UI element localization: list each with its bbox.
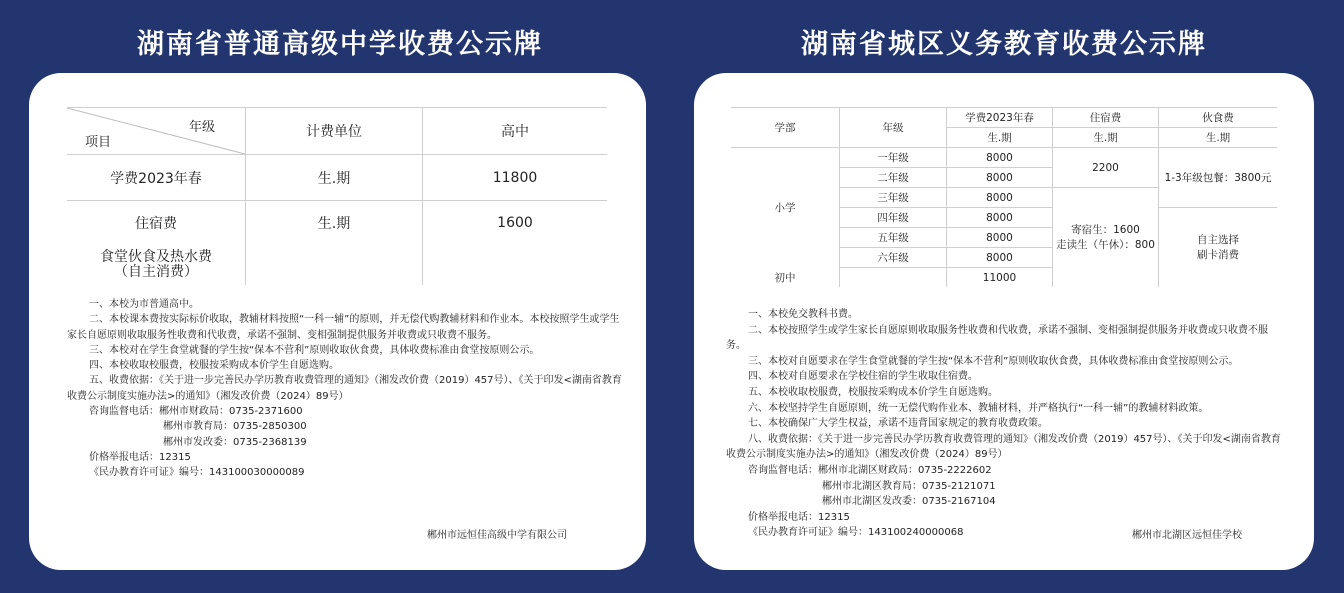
- col-header-grade: 高中: [423, 108, 608, 155]
- unit-lodging: 生.期: [1053, 128, 1159, 148]
- license-number: 《民办教育许可证》编号：143100240000068: [748, 527, 964, 539]
- row-value-meal: [423, 245, 608, 285]
- grade-fee: 8000: [947, 208, 1053, 228]
- dept-junior: 初中: [731, 268, 840, 288]
- note-item: 四、本校收取校服费，校服按采购成本价学生自愿选购。: [89, 360, 339, 372]
- lodging-boarder: 寄宿生：1600: [1071, 223, 1140, 236]
- diag-header-grade: 年级: [188, 120, 215, 135]
- col-header-lodging: 住宿费: [1053, 108, 1159, 128]
- grade-fee: 8000: [947, 148, 1053, 168]
- row-item-lodging: 住宿费: [135, 215, 177, 232]
- note-item: 四、本校对自愿要求在学校住宿的学生收取住宿费。: [748, 371, 978, 383]
- junior-fee: 11000: [947, 268, 1053, 288]
- unit-meal: 生.期: [1159, 128, 1278, 148]
- row-unit-lodging: 生.期: [246, 201, 423, 245]
- note-item: 八、收费依据：《关于进一步完善民办学历教育收费管理的通知》（湘发改价费（2019）457号）、《关于印发<湖南省教育收费公示制度实施办法>的通知》（湘发改价费（2024）89号）: [726, 433, 1281, 461]
- dept-primary: 小学: [731, 148, 840, 268]
- row-value-tuition: 11800: [423, 155, 608, 201]
- compulsory-notes: [726, 307, 1286, 541]
- note-item: 二、本校课本费按实际标价收取，教辅材料按照“一科一辅”的原则，并无偿代购教辅材料和作业本。本校按照学生或学生家长自愿原则收取服务性收费和代收费，承诺不强制、变相强制提供服务并收费或只收费不服务。: [67, 314, 620, 341]
- note-item: 五、本校收取校服费，校服按采购成本价学生自愿选购。: [748, 386, 998, 398]
- grade-label: 六年级: [840, 248, 947, 268]
- diag-header-item: 项目: [85, 135, 112, 150]
- row-item-meal-line1: 食堂伙食及热水费: [100, 248, 212, 265]
- contact-label: 咨询监督电话：: [748, 464, 818, 476]
- lodging-grades-1-2: 2200: [1053, 148, 1159, 188]
- grade-fee: 8000: [947, 188, 1053, 208]
- diagonal-header-cell: [67, 108, 246, 155]
- contact-education: 郴州市教育局：0735-2850300: [163, 421, 307, 433]
- grade-junior-blank: [840, 268, 947, 288]
- contact-line: [726, 463, 1286, 479]
- row-item-meal-line2: （自主消费）: [114, 263, 198, 280]
- col-header-dept: 学部: [731, 108, 840, 148]
- grade-label: 五年级: [840, 228, 947, 248]
- meal-grades-1-3: 1-3年级包餐：3800元: [1159, 148, 1278, 208]
- meal-card-pay: 刷卡消费: [1197, 248, 1239, 261]
- high-school-fee-card: [29, 73, 646, 570]
- grade-label: 三年级: [840, 188, 947, 208]
- note-item: 七、本校确保广大学生权益，承诺不违背国家规定的教育收费政策。: [748, 418, 1048, 430]
- note-item: 一、本校为市普通高中。: [89, 299, 199, 310]
- col-header-unit: 计费单位: [246, 108, 423, 155]
- contact-label: 咨询监督电话：: [89, 406, 159, 418]
- note-item: 六、本校坚持学生自愿原则，统一无偿代购作业本、教辅材料，并严格执行“一科一辅”的教辅材料政策。: [748, 402, 1209, 414]
- grade-label: 二年级: [840, 168, 947, 188]
- meal-other-grades: [1159, 208, 1278, 288]
- price-hotline: 价格举报电话：12315: [748, 511, 850, 523]
- contact-finance: 郴州市北湖区财政局：0735-2222602: [818, 464, 992, 476]
- contact-education: 郴州市北湖区教育局：0735-2121071: [822, 480, 996, 492]
- unit-tuition: 生.期: [947, 128, 1053, 148]
- note-item: 二、本校按照学生或学生家长自愿原则收取服务性收费和代收费，承诺不强制、变相强制提供服务并收费或只收费不服务。: [726, 324, 1268, 352]
- grade-fee: 8000: [947, 228, 1053, 248]
- contact-development: 郴州市发改委：0735-2368139: [163, 436, 307, 448]
- note-item: 三、本校对在学生食堂就餐的学生按“保本不营利”原则收取伙食费，具体收费标准由食堂按原则公示。: [89, 344, 540, 356]
- high-school-notes: [67, 297, 627, 481]
- row-item-tuition: 学费2023年春: [67, 155, 246, 201]
- grade-label: 一年级: [840, 148, 947, 168]
- high-school-fee-table: [67, 107, 607, 285]
- col-header-meal: 伙食费: [1159, 108, 1278, 128]
- license-number: 《民办教育许可证》编号：143100030000089: [89, 467, 305, 479]
- contact-development: 郴州市北湖区发改委：0735-2167104: [822, 496, 996, 508]
- lodging-day-student: 走读生（午休）：800: [1056, 238, 1155, 251]
- contact-finance: 郴州市财政局：0735-2371600: [159, 406, 303, 418]
- school-signature: 郴州市北湖区远恒佳学校: [1132, 530, 1242, 541]
- contact-line: [67, 404, 627, 419]
- row-item-meal: [67, 245, 246, 285]
- price-hotline: 价格举报电话：12315: [89, 451, 191, 463]
- compulsory-fee-table: [731, 107, 1277, 287]
- right-panel-title: 湖南省城区义务教育收费公示牌: [801, 29, 1207, 60]
- grade-fee: 8000: [947, 168, 1053, 188]
- col-header-grade: 年级: [840, 108, 947, 148]
- grade-fee: 8000: [947, 248, 1053, 268]
- lodging-other-grades: [1053, 188, 1159, 288]
- row-value-lodging: 1600: [423, 201, 608, 245]
- school-signature: 郴州市远恒佳高级中学有限公司: [427, 530, 567, 541]
- col-header-tuition: 学费2023年春: [947, 108, 1053, 128]
- note-item: 三、本校对自愿要求在学生食堂就餐的学生按“保本不营利”原则收取伙食费，具体收费标准由食堂按原则公示。: [748, 355, 1239, 367]
- grade-label: 四年级: [840, 208, 947, 228]
- compulsory-education-fee-card: [694, 73, 1314, 570]
- note-item: 一、本校免交教科书费。: [748, 309, 858, 320]
- row-unit-meal: [246, 245, 423, 285]
- left-panel-title: 湖南省普通高级中学收费公示牌: [137, 29, 543, 60]
- meal-self-select: 自主选择: [1197, 233, 1239, 246]
- note-item: 五、收费依据：《关于进一步完善民办学历教育收费管理的通知》（湘发改价费（2019）457号）、《关于印发<湖南省教育收费公示制度实施办法>的通知》（湘发改价费（2024）89号）: [67, 375, 622, 402]
- row-unit-tuition: 生.期: [246, 155, 423, 201]
